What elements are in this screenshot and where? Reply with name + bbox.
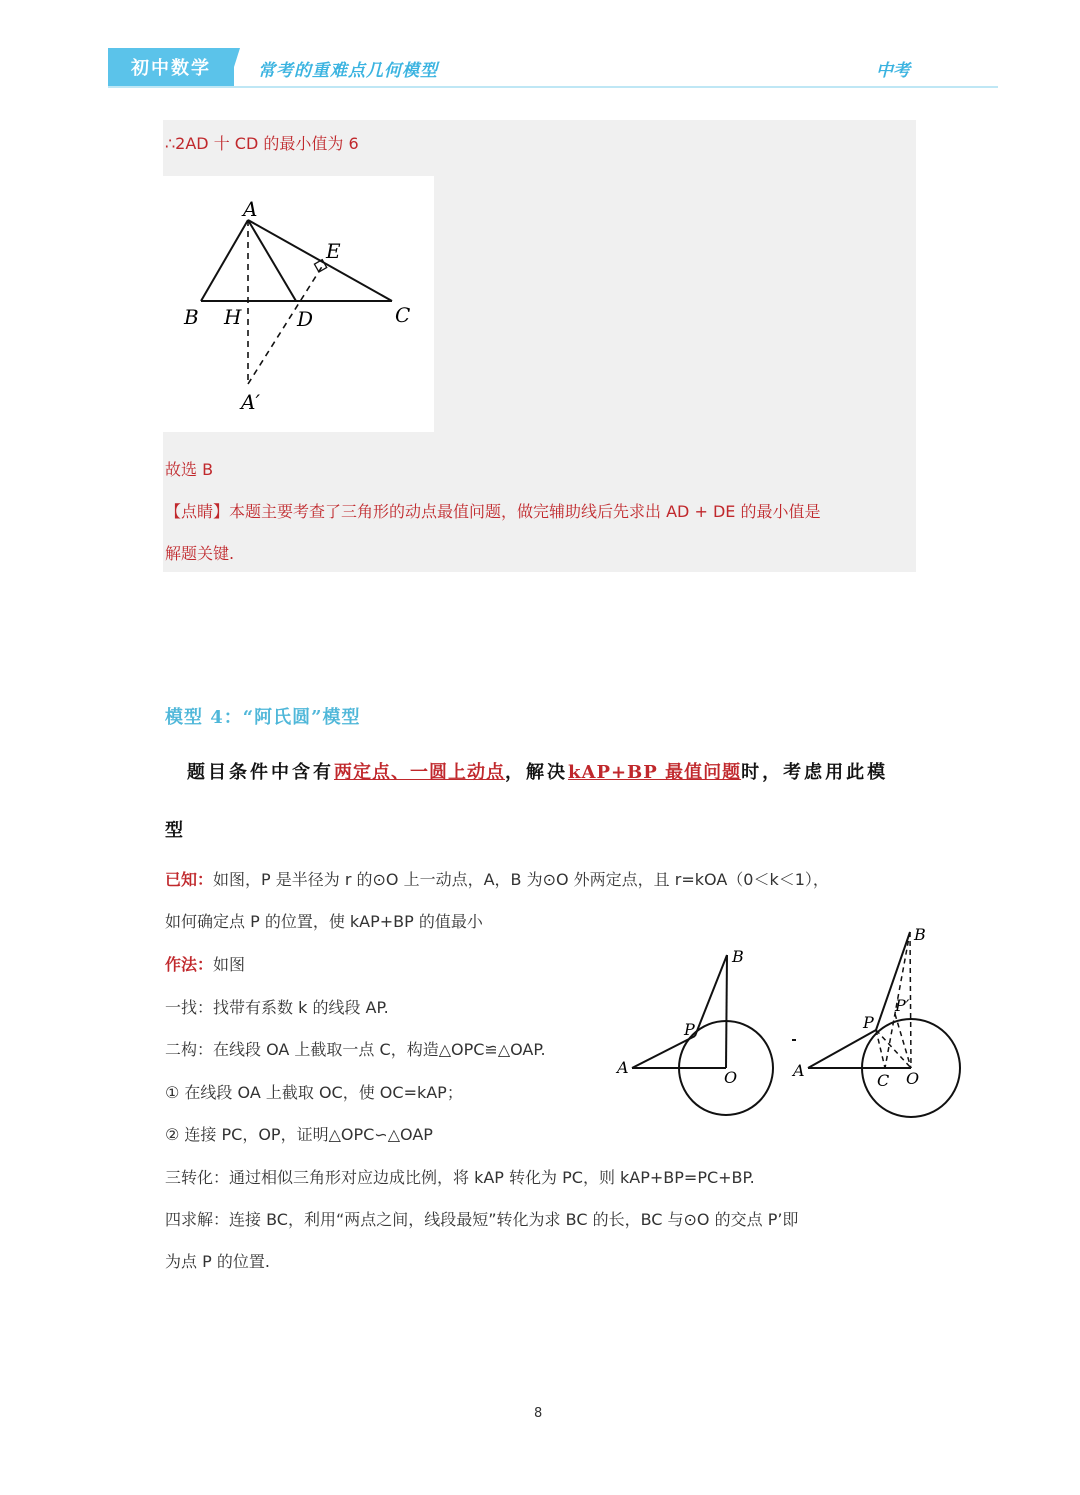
header-right-label: 中考 bbox=[876, 61, 910, 81]
left-label-p: P bbox=[684, 1020, 695, 1039]
right-label-a: A bbox=[793, 1061, 805, 1080]
label-a: A bbox=[243, 197, 258, 221]
method-label: 作法： bbox=[165, 955, 214, 974]
method-text: 如图 bbox=[213, 955, 246, 974]
header-tab-slant bbox=[228, 48, 240, 86]
segment-ap-left bbox=[632, 1036, 695, 1068]
label-d: D bbox=[297, 307, 314, 331]
step-4: 四求解：连接 BC，利用“两点之间，线段最短”转化为求 BC 的长，BC 与⊙O 的交点 P’即 bbox=[165, 1210, 799, 1229]
solution-choice: 故选 B bbox=[165, 460, 214, 479]
given-line-2: 如何确定点 P 的位置，使 kAP+BP 的值最小 bbox=[165, 912, 483, 931]
figure-triangle-svg bbox=[163, 176, 434, 432]
right-label-c: C bbox=[877, 1071, 890, 1090]
header-divider bbox=[108, 86, 998, 88]
segment-ad bbox=[248, 220, 296, 301]
section-title: 模型 4：“阿氏圆”模型 bbox=[165, 707, 361, 728]
solution-conclusion: ∴2AD 十 CD 的最小值为 6 bbox=[165, 134, 359, 153]
step-2b: ② 连接 PC，OP，证明△OPC∽△OAP bbox=[165, 1125, 433, 1144]
step-2: 二构：在线段 OA 上截取一点 C，构造△OPC≌△OAP. bbox=[165, 1040, 546, 1059]
label-e: E bbox=[326, 239, 341, 263]
segment-ab bbox=[201, 220, 248, 301]
figure-left bbox=[615, 947, 773, 1115]
label-a-prime: A′ bbox=[241, 390, 260, 414]
label-h: H bbox=[224, 305, 242, 329]
left-label-a: A bbox=[617, 1058, 629, 1077]
page-number: 8 bbox=[534, 1406, 543, 1421]
figure-apollonius bbox=[612, 920, 972, 1130]
step-2a: ① 在线段 OA 上截取 OC，使 OC=kAP； bbox=[165, 1083, 463, 1102]
model-intro-last: 型 bbox=[165, 820, 183, 841]
given-label: 已知： bbox=[165, 870, 214, 889]
right-label-p-prime: P′ bbox=[895, 996, 910, 1015]
comment-tag: 【点睛】 bbox=[165, 502, 230, 521]
header-tab: 初中数学 bbox=[108, 48, 234, 86]
step-3: 三转化：通过相似三角形对应边成比例，将 kAP 转化为 PC，则 kAP+BP=PC+BP. bbox=[165, 1168, 755, 1187]
solution-comment-line2: 解题关键. bbox=[165, 544, 235, 563]
intro-underline-2: kAP+BP 最值问题 bbox=[568, 762, 742, 783]
figure-right bbox=[791, 925, 960, 1117]
segment-ob-left bbox=[726, 955, 727, 1068]
step-1: 一找：找带有系数 k 的线段 AP. bbox=[165, 998, 389, 1017]
label-b: B bbox=[184, 305, 199, 329]
given-line bbox=[165, 867, 829, 890]
right-label-o: O bbox=[906, 1069, 920, 1088]
intro-underline-1: 两定点、一圆上动点 bbox=[334, 762, 505, 783]
model-intro bbox=[187, 758, 888, 784]
figure-triangle bbox=[163, 176, 434, 432]
intro-post: 时，考虑用此模 bbox=[741, 762, 889, 783]
figure-apollonius-svg bbox=[612, 920, 972, 1130]
right-label-p: P bbox=[863, 1013, 874, 1032]
right-label-b: B bbox=[914, 925, 926, 944]
intro-mid: ，解决 bbox=[505, 762, 568, 783]
label-c: C bbox=[395, 303, 411, 327]
solution-comment bbox=[165, 499, 820, 522]
comment-text: 本题主要考查了三角形的动点最值问题，做完辅助线后先求出 AD + DE 的最小值是 bbox=[229, 502, 821, 521]
header-title: 常考的重难点几何模型 bbox=[258, 61, 438, 81]
segment-pc-right bbox=[876, 1030, 885, 1068]
intro-pre: 题目条件中含有 bbox=[187, 762, 334, 783]
left-label-b: B bbox=[732, 947, 744, 966]
method-line bbox=[165, 952, 245, 975]
segment-ob-right bbox=[910, 932, 911, 1068]
segment-pb-right bbox=[876, 932, 910, 1030]
step-4b: 为点 P 的位置. bbox=[165, 1252, 270, 1271]
left-label-o: O bbox=[724, 1068, 738, 1087]
given-text: 如图，P 是半径为 r 的⊙O 上一动点，A，B 为⊙O 外两定点，且 r=kOA（0＜k＜1）， bbox=[213, 870, 829, 889]
